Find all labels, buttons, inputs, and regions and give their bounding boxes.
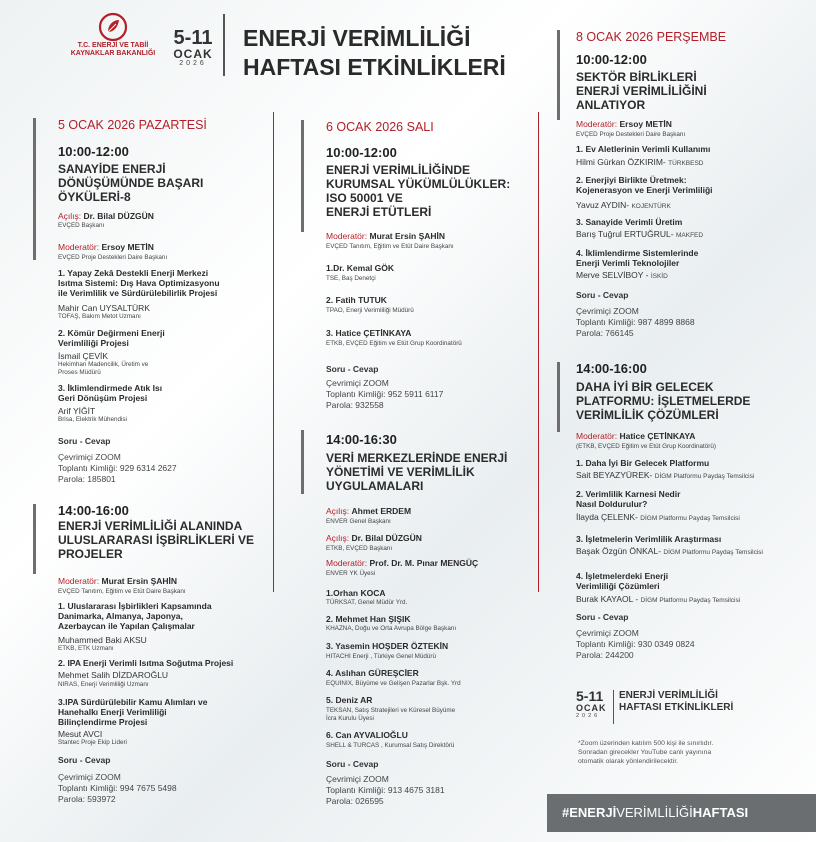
item-line: Isıtma Sistemi: Dış Hava Optimizasyonu xyxy=(58,278,220,288)
speaker: Arif YİĞİT xyxy=(58,406,96,416)
title-line: VERİ MERKEZLERİNDE ENERJİ xyxy=(326,451,508,465)
org: ETKB, EVÇED Başkanı xyxy=(326,545,393,552)
item-line: 4. İşletmelerdeki Enerji xyxy=(576,571,669,581)
item-line: Hanehalkı Enerji Verimliliği xyxy=(58,707,167,717)
speaker xyxy=(576,157,704,169)
org: TÜRKSAT, Genel Müdür Yrd. xyxy=(326,599,408,606)
org: Brisa, Elektrik Mühendisi xyxy=(58,416,127,423)
org: EVÇED Proje Destekleri Daire Başkanı xyxy=(58,254,168,261)
label: Moderatör: xyxy=(326,231,368,241)
item-line: 1. Yapay Zekâ Destekli Enerji Merkezi xyxy=(58,268,209,278)
org: EVÇED Tanıtım, Eğitim ve Etüt Daire Başkanı xyxy=(326,243,454,250)
label: Açılış: xyxy=(326,533,350,543)
day3-s1-time: 10:00-12:00 xyxy=(576,52,647,67)
col1-bar-bottom xyxy=(33,504,36,574)
day2-s1-item-3: 3. Hatice ÇETİNKAYA xyxy=(326,328,412,338)
label: Açılış: xyxy=(58,211,82,221)
item-line: 2. Enerjiyi Birlikte Üretmek: xyxy=(576,175,687,185)
speaker: Dr. Bilal DÜZGÜN xyxy=(83,211,154,221)
zoom-line: Çevrimiçi ZOOM xyxy=(326,378,389,388)
day2-s1-zoom xyxy=(326,378,443,411)
hashtag-part: #ENERJİ xyxy=(562,805,617,820)
title-line: SEKTÖR BİRLİKLERİ xyxy=(576,70,697,84)
title-line: SANAYİDE ENERJİ xyxy=(58,162,166,176)
org xyxy=(326,707,455,722)
day1-s1-item-3 xyxy=(58,383,162,403)
org xyxy=(58,361,148,376)
org-line: TEKSAN, Satış Stratejileri ve Küresel Büyüme xyxy=(326,707,456,714)
header-divider xyxy=(223,14,225,76)
ministry-emblem-icon xyxy=(98,12,128,42)
label: Moderatör: xyxy=(576,431,618,441)
footer-date-month: OCAK xyxy=(576,703,607,713)
title-line: YÖNETİMİ VE VERİMLİLİK xyxy=(326,465,475,479)
label: Moderatör: xyxy=(326,558,368,568)
zoom-meeting-id: Toplantı Kimliği: 952 5911 6117 xyxy=(326,389,444,399)
day2-s2-opening-1 xyxy=(326,506,411,516)
zoom-password: Parola: 185801 xyxy=(58,474,116,484)
item-line: Enerji Verimli Teknolojiler xyxy=(576,258,680,268)
org: DİGM Platformu Paydaş Temsilcisi xyxy=(663,549,763,556)
item-line: 3. İklimlendirmede Atık Isı xyxy=(58,383,163,393)
day2-s2-item-5: 5. Deniz AR xyxy=(326,695,373,705)
day2-s1-moderator xyxy=(326,231,445,241)
qa-label: Soru - Cevap xyxy=(58,755,111,765)
qa-label: Soru - Cevap xyxy=(58,436,111,446)
col1-divider xyxy=(273,112,274,592)
speaker-name: Burak KAYAOL - xyxy=(576,594,639,604)
day1-s1-zoom xyxy=(58,452,177,485)
day2-s1-title xyxy=(326,163,510,219)
day2-s2-item-3: 3. Yasemin HOŞDER ÖZTEKİN xyxy=(326,641,449,651)
label: Moderatör: xyxy=(58,576,100,586)
title-line: PROJELER xyxy=(58,547,123,561)
day3-s2-item-2 xyxy=(576,489,680,509)
item-line: Nasıl Doldurulur? xyxy=(576,499,648,509)
title-line: UYGULAMALARI xyxy=(326,479,424,493)
day3-s2-time: 14:00-16:00 xyxy=(576,361,647,376)
day2-date: 6 OCAK 2026 SALI xyxy=(326,120,434,134)
org: ETKB, ETK Uzmanı xyxy=(58,645,114,652)
day1-date: 5 OCAK 2026 PAZARTESİ xyxy=(58,118,207,132)
zoom-meeting-id: Toplantı Kimliği: 929 6314 2627 xyxy=(58,463,177,473)
day2-s2-moderator xyxy=(326,558,478,568)
org: İSKİD xyxy=(650,273,668,280)
org: HITACHI Enerji , Türkiye Genel Müdürü xyxy=(326,653,436,660)
date-range: 5-11 xyxy=(173,27,213,49)
zoom-password: Parola: 932558 xyxy=(326,400,384,410)
day2-s2-item-6: 6. Can AYVALIOĞLU xyxy=(326,730,408,740)
zoom-meeting-id: Toplantı Kimliği: 987 4899 8868 xyxy=(576,317,695,327)
hashtag-banner xyxy=(547,794,816,832)
day2-s1-item-2: 2. Fatih TUTUK xyxy=(326,295,387,305)
day1-s2-time: 14:00-16:00 xyxy=(58,503,129,518)
col2-divider xyxy=(538,112,539,592)
speaker: Mehmet Salih DİZDAROĞLU xyxy=(58,670,169,680)
day2-s2-time: 14:00-16:30 xyxy=(326,432,397,447)
item-line: Verimliliği Çözümleri xyxy=(576,581,660,591)
day2-s2-item-1: 1.Orhan KOCA xyxy=(326,588,386,598)
day3-s1-item-4 xyxy=(576,248,698,268)
item-line: 1. Uluslararası İşbirlikleri Kapsamında xyxy=(58,601,212,611)
col3-bar-top xyxy=(557,30,560,120)
speaker: Muhammed Baki AKSU xyxy=(58,635,147,645)
org: KHAZNA, Doğu ve Orta Avrupa Bölge Başkanı xyxy=(326,625,457,632)
org: NIRAS, Enerji Verimliliği Uzmanı xyxy=(58,681,149,688)
speaker: Dr. Bilal DÜZGÜN xyxy=(351,533,422,543)
page-title-line-2: HAFTASI ETKİNLİKLERİ xyxy=(243,54,506,80)
day3-s2-item-3: 3. İşletmelerin Verimlilik Araştırması xyxy=(576,534,722,544)
speaker: İsmail ÇEVİK xyxy=(58,351,109,361)
zoom-line: Çevrimiçi ZOOM xyxy=(58,452,121,462)
day3-s1-item-3: 3. Sanayide Verimli Üretim xyxy=(576,217,683,227)
speaker: Murat Ersin ŞAHİN xyxy=(369,231,446,241)
zoom-meeting-id: Toplantı Kimliği: 930 0349 0824 xyxy=(576,639,695,649)
org: ETKB, EVÇED Eğitim ve Etüt Grup Koordinatörü xyxy=(326,340,462,347)
logo-line-1: T.C. ENERJİ VE TABİİ xyxy=(77,42,149,49)
day2-s2-title xyxy=(326,451,507,493)
ministry-logo xyxy=(70,12,156,58)
day1-s2-item-2: 2. IPA Enerji Verimli Isıtma Soğutma Projesi xyxy=(58,658,234,668)
speaker-name: Merve SELVİBOY - xyxy=(576,270,649,280)
day3-s2-item-1: 1. Daha İyi Bir Gelecek Platformu xyxy=(576,458,710,468)
speaker xyxy=(576,270,668,282)
day2-s2-item-2: 2. Mehmet Han ŞIŞIK xyxy=(326,614,411,624)
speaker xyxy=(576,200,671,212)
speaker: Mesut AVCI xyxy=(58,729,103,739)
title-line: DÖNÜŞÜMÜNDE BAŞARI xyxy=(58,176,204,190)
item-line: 2. Verimlilik Karnesi Nedir xyxy=(576,489,681,499)
item-line: Geri Dönüşüm Projesi xyxy=(58,393,148,403)
item-line: Danimarka, Almanya, Japonya, xyxy=(58,611,183,621)
item-line: Azerbaycan ile Yapılan Çalışmalar xyxy=(58,621,195,631)
qa-label: Soru - Cevap xyxy=(576,612,629,622)
day1-s2-moderator xyxy=(58,576,177,586)
item-line: 2. Kömür Değirmeni Enerji xyxy=(58,328,165,338)
day3-s2-title xyxy=(576,380,750,422)
speaker xyxy=(576,594,740,606)
zoom-password: Parola: 244200 xyxy=(576,650,634,660)
speaker xyxy=(576,546,763,558)
title-line: KURUMSAL YÜKÜMLÜLÜKLER: xyxy=(326,177,511,191)
footer-date-badge xyxy=(576,689,607,719)
hashtag-part: VERİMLİLİĞİ xyxy=(616,805,693,820)
day1-s1-title xyxy=(58,162,203,204)
day3-s1-title xyxy=(576,70,707,112)
title-line: ENERJİ ETÜTLERİ xyxy=(326,205,432,219)
title-line: ENERJİ VERİMLİLİĞİNİ xyxy=(576,84,707,98)
day2-s2-zoom xyxy=(326,774,445,807)
speaker xyxy=(576,229,703,241)
org: ENVER Genel Başkanı xyxy=(326,518,391,525)
footer-date-range: 5-11 xyxy=(576,688,604,704)
logo-line-2: KAYNAKLAR BAKANLIĞI xyxy=(70,50,156,57)
org-line: İcra Kurulu Üyesi xyxy=(326,714,374,722)
day1-s1-item-1 xyxy=(58,268,220,298)
title-line: VERİMLİLİK ÇÖZÜMLERİ xyxy=(576,408,719,422)
col3-bar-mid xyxy=(557,362,560,432)
org: DİGM Platformu Paydaş Temsilcisi xyxy=(640,515,740,522)
hashtag-part: HAFTASI xyxy=(692,805,749,820)
speaker-name: Başak Özgün ÖNKAL- xyxy=(576,546,662,556)
org: MAKFED xyxy=(676,232,704,239)
org: Stantec Proje Ekip Lideri xyxy=(58,739,127,746)
org: ENVER YK Üyesi xyxy=(326,570,376,577)
speaker-name: Hilmi Gürkan ÖZKIRIM- xyxy=(576,157,666,167)
org: TOFAŞ, Bakım Metot Uzmanı xyxy=(58,313,141,320)
day3-s1-item-1: 1. Ev Aletlerinin Verimli Kullanımı xyxy=(576,144,711,154)
title-line: PLATFORMU: İŞLETMELERDE xyxy=(576,394,751,408)
title-line: ÖYKÜLERİ-8 xyxy=(58,190,131,204)
zoom-password: Parola: 593972 xyxy=(58,794,116,804)
title-line: ISO 50001 VE xyxy=(326,191,403,205)
qa-label: Soru - Cevap xyxy=(326,759,379,769)
speaker: Ersoy METİN xyxy=(619,119,672,129)
day1-s1-item-2 xyxy=(58,328,165,348)
date-year: 2026 xyxy=(179,60,207,67)
day3-s2-item-4 xyxy=(576,571,668,591)
day2-s2-item-4: 4. Aslıhan GÜREŞCİER xyxy=(326,668,419,678)
speaker-name: Sait BEYAZYÜREK- xyxy=(576,470,653,480)
speaker-name: Barış Tuğrul ERTUĞRUL- xyxy=(576,229,674,239)
col1-bar-top xyxy=(33,118,36,260)
day1-s2-zoom xyxy=(58,772,177,805)
day1-s1-moderator xyxy=(58,242,154,252)
item-line: 3.IPA Sürdürülebilir Kamu Alımları ve xyxy=(58,697,208,707)
speaker: Mahir Can UYSALTÜRK xyxy=(58,303,150,313)
note-line: *Zoom üzerinden katılım 500 kişi ile sınırlıdır. xyxy=(578,740,714,747)
event-date-badge xyxy=(168,28,218,67)
title-line: ULUSLARARASI İŞBİRLİKLERİ VE xyxy=(58,533,255,547)
speaker: Ahmet ERDEM xyxy=(351,506,412,516)
label: Açılış: xyxy=(326,506,350,516)
page-title xyxy=(243,24,506,82)
note-line: Sonradan girecekler YouTube canlı yayınına xyxy=(578,749,712,756)
speaker: Hatice ÇETİNKAYA xyxy=(619,431,696,441)
zoom-note xyxy=(578,739,798,766)
item-line: Verimliliği Projesi xyxy=(58,338,129,348)
qa-label: Soru - Cevap xyxy=(326,364,379,374)
item-line: 4. İklimlendirme Sistemlerinde xyxy=(576,248,699,258)
day3-s2-zoom xyxy=(576,628,695,661)
page-title-line-1: ENERJİ VERİMLİLİĞİ xyxy=(243,25,471,51)
org: DİGM Platformu Paydaş Temsilcisi xyxy=(654,473,755,480)
zoom-meeting-id: Toplantı Kimliği: 913 4675 3181 xyxy=(326,785,445,795)
org: TPAO, Enerji Verimliliği Müdürü xyxy=(326,307,414,314)
title-line: ENERJİ VERİMLİLİĞİNDE xyxy=(326,163,471,177)
zoom-meeting-id: Toplantı Kimliği: 994 7675 5498 xyxy=(58,783,177,793)
day2-s1-time: 10:00-12:00 xyxy=(326,145,397,160)
zoom-line: Çevrimiçi ZOOM xyxy=(576,628,639,638)
note-line: otomatik olarak yönlendirilecektir. xyxy=(578,758,679,765)
day3-s1-item-2 xyxy=(576,175,713,195)
org-line: Proses Müdürü xyxy=(58,368,101,376)
org: KOJENTÜRK xyxy=(631,203,671,210)
org: TSE, Baş Denetçi xyxy=(326,275,376,282)
title-line: ANLATIYOR xyxy=(576,98,646,112)
item-line: ile Verimlilik ve Sürdürülebilirlik Projesi xyxy=(58,288,218,298)
speaker xyxy=(576,470,754,482)
speaker-name: İlayda ÇELENK- xyxy=(576,512,638,522)
zoom-line: Çevrimiçi ZOOM xyxy=(576,306,639,316)
zoom-password: Parola: 026595 xyxy=(326,796,384,806)
qa-label: Soru - Cevap xyxy=(576,290,629,300)
day1-s2-title xyxy=(58,519,254,561)
title-line: DAHA İYİ BİR GELECEK xyxy=(576,380,714,394)
day1-s2-item-1 xyxy=(58,601,212,631)
org: EVÇED Proje Destekleri Daire Başkanı xyxy=(576,131,686,138)
col2-bar-bottom xyxy=(301,430,304,494)
day3-s1-moderator xyxy=(576,119,672,129)
org: EQUINIX, Büyüme ve Gelişen Pazarlar Bşk. Yrd xyxy=(326,680,461,687)
org: EVÇED Tanıtım, Eğitim ve Etüt Daire Başkanı xyxy=(58,588,186,595)
day1-s1-opening xyxy=(58,211,154,221)
footer-logo-divider xyxy=(613,690,614,724)
org: DİGM Platformu Paydaş Temsilcisi xyxy=(640,597,741,604)
day2-s2-opening-2 xyxy=(326,533,422,543)
org-line: Hekimhan Madencilik, Üretim ve xyxy=(58,361,149,368)
label: Moderatör: xyxy=(576,119,618,129)
speaker: Prof. Dr. M. Pınar MENGÜÇ xyxy=(369,558,479,568)
footer-title-line: HAFTASI ETKİNLİKLERİ xyxy=(619,702,734,713)
day1-s2-item-3 xyxy=(58,697,207,727)
footer-title-line: ENERJİ VERİMLİLİĞİ xyxy=(619,690,718,701)
zoom-line: Çevrimiçi ZOOM xyxy=(326,774,389,784)
item-line: Kojenerasyon ve Enerji Verimliliği xyxy=(576,185,713,195)
speaker: Ersoy METİN xyxy=(101,242,154,252)
label: Moderatör: xyxy=(58,242,100,252)
footer-date-year: 2026 xyxy=(576,713,601,719)
day3-s1-zoom xyxy=(576,306,695,339)
org: SHELL & TURCAS , Kurumsal Satış Direktörü xyxy=(326,742,455,749)
day3-s2-moderator xyxy=(576,431,695,441)
speaker: Murat Ersin ŞAHİN xyxy=(101,576,178,586)
org: EVÇED Başkanı xyxy=(58,222,105,229)
org: (ETKB, EVÇED Eğitim ve Etüt Grup Koordinatörü) xyxy=(576,443,716,450)
zoom-password: Parola: 766145 xyxy=(576,328,634,338)
title-line: ENERJİ VERİMLİLİĞİ ALANINDA xyxy=(58,519,243,533)
footer-logo-title xyxy=(619,690,733,714)
speaker xyxy=(576,512,740,524)
day3-date: 8 OCAK 2026 PERŞEMBE xyxy=(576,30,727,44)
speaker-name: Yavuz AYDIN- xyxy=(576,200,630,210)
date-month: OCAK xyxy=(173,47,213,61)
col2-bar-top xyxy=(301,120,304,232)
zoom-line: Çevrimiçi ZOOM xyxy=(58,772,121,782)
item-line: Bilinçlendirme Projesi xyxy=(58,717,148,727)
day1-s1-time: 10:00-12:00 xyxy=(58,144,129,159)
org: TÜRKBESD xyxy=(668,160,704,167)
day2-s1-item-1: 1.Dr. Kemal GÖK xyxy=(326,263,395,273)
